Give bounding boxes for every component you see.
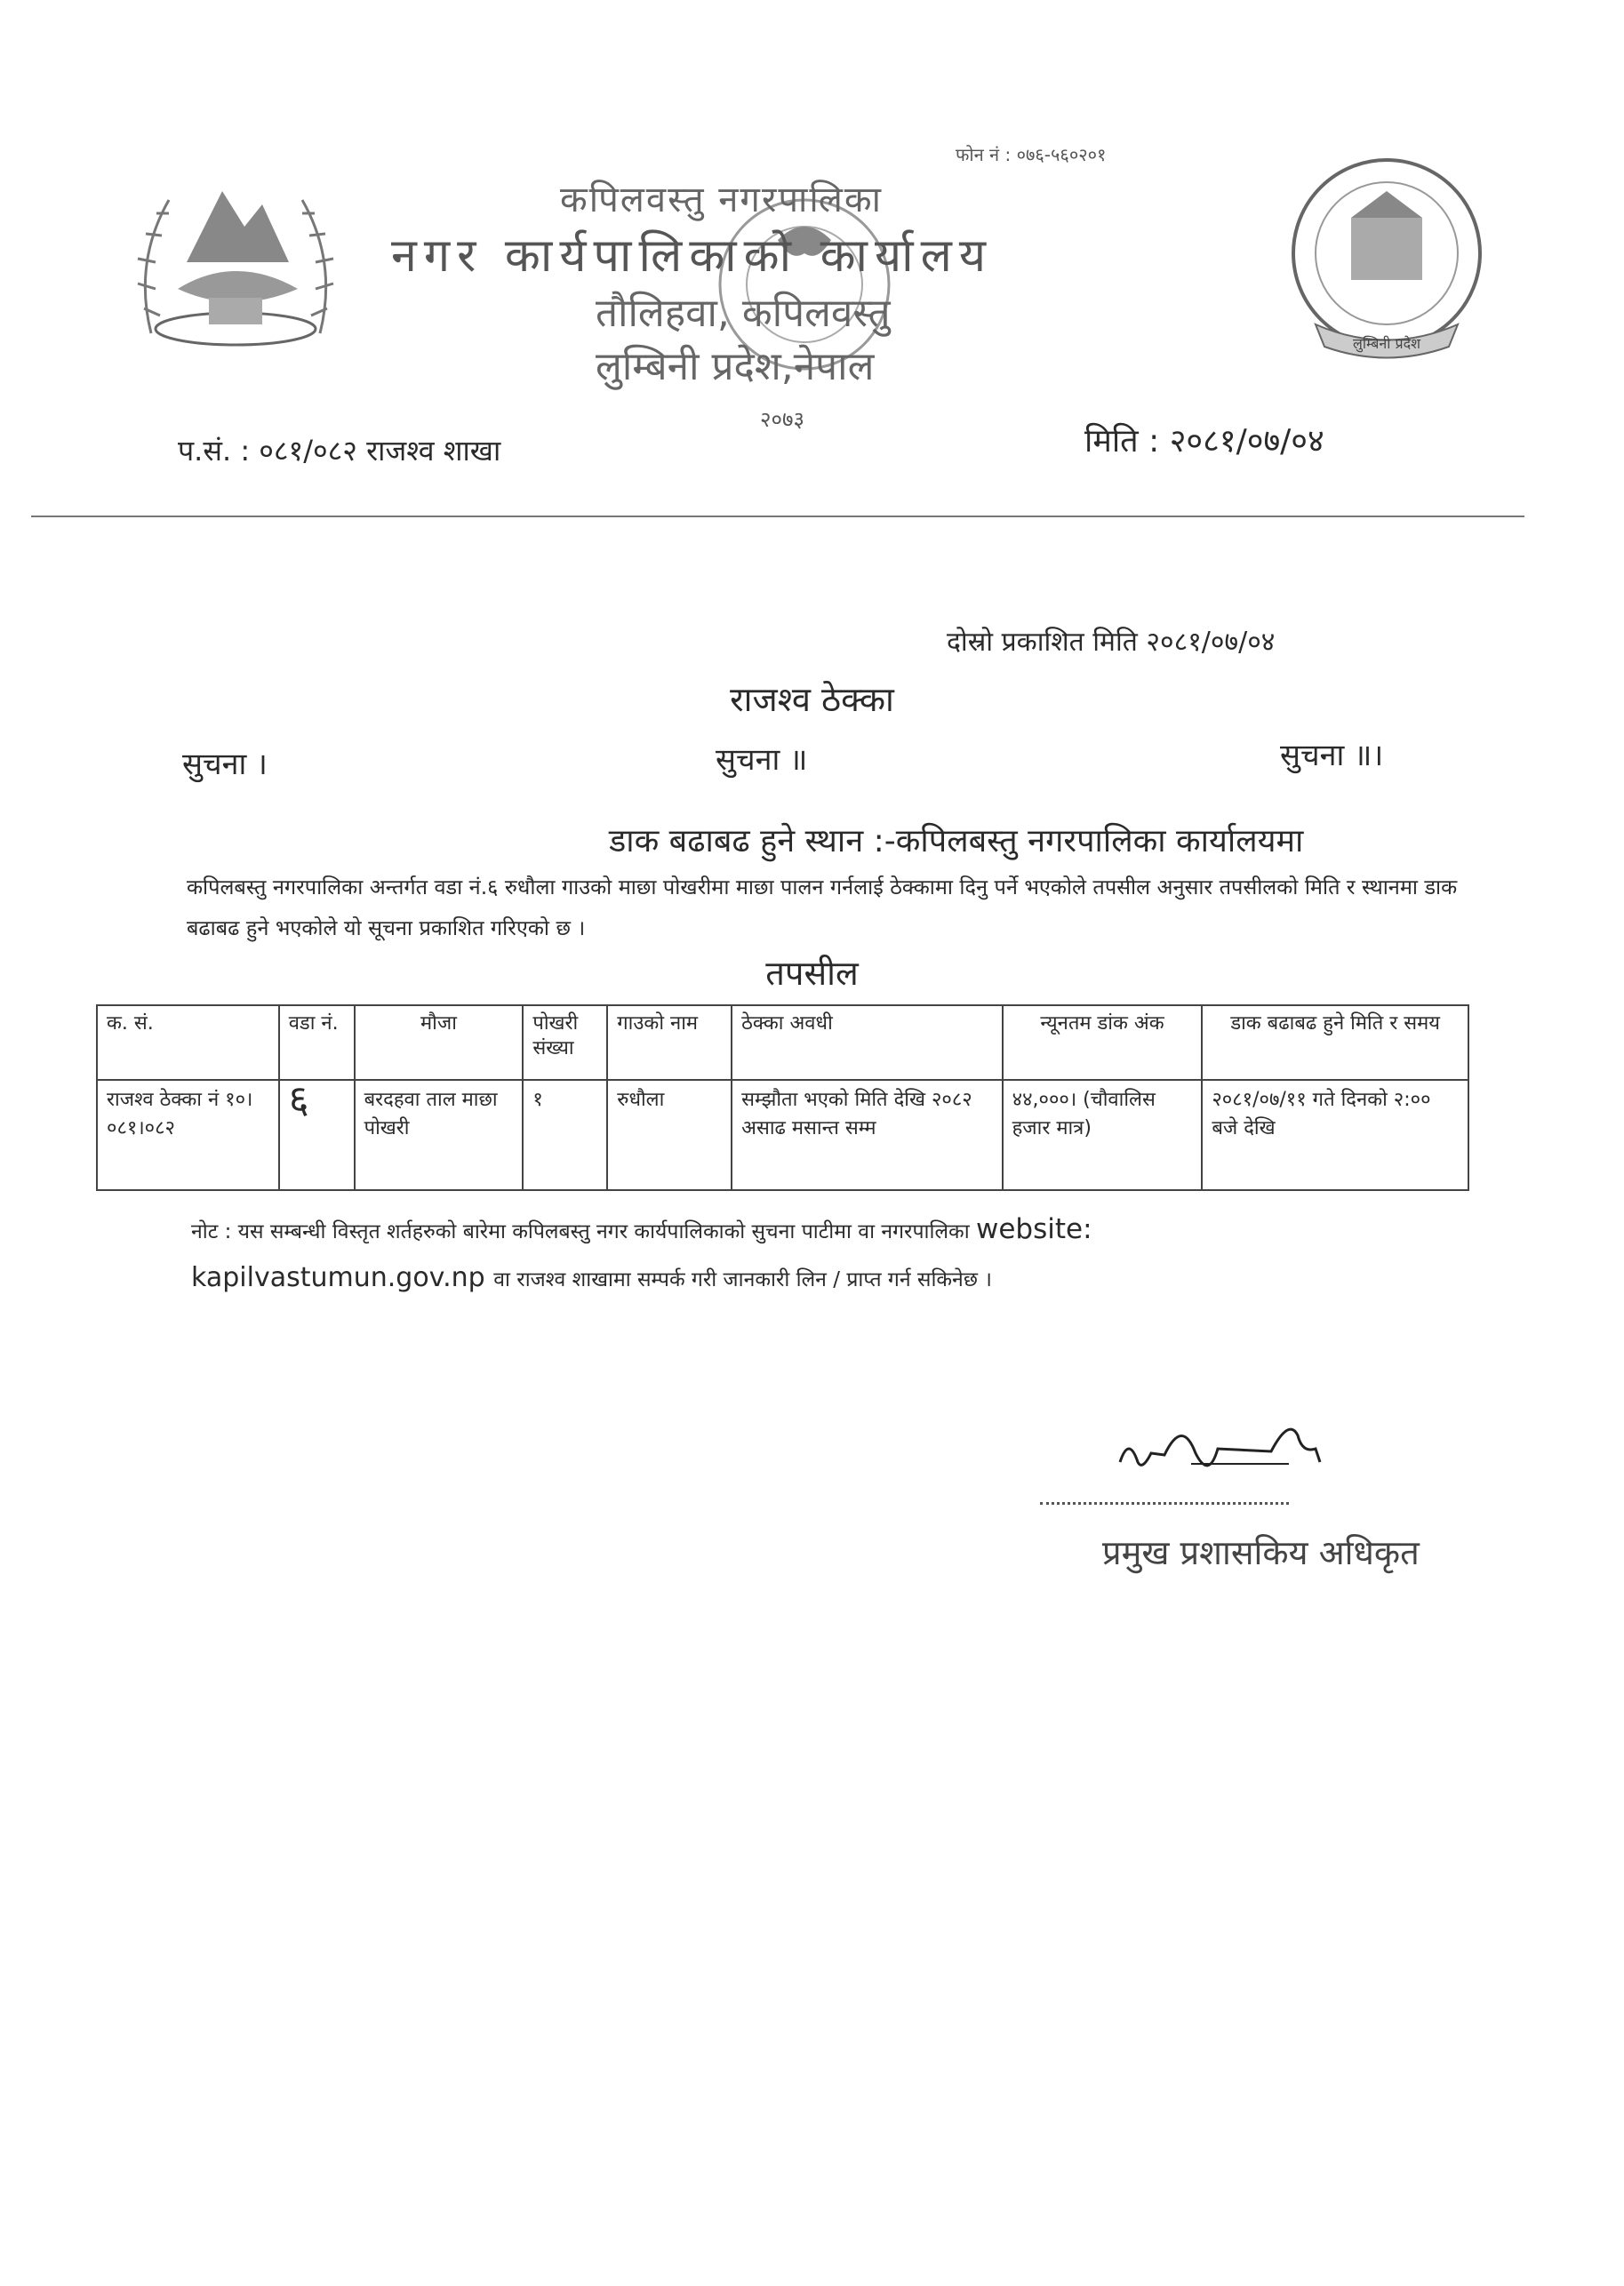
table-header-row bbox=[97, 1005, 1468, 1080]
cell-contract-period: सम्झौता भएको मिति देखि २०८२ असाढ मसान्त सम्म bbox=[732, 1080, 1002, 1190]
header-divider bbox=[31, 516, 1524, 517]
notice-label-3: सुचना ॥। bbox=[1280, 738, 1384, 773]
auction-venue: डाक बढाबढ हुने स्थान :-कपिलबस्तु नगरपालिका कार्यालयमा bbox=[609, 823, 1304, 859]
second-published-date: दोस्रो प्रकाशित मिति २०८१/०७/०४ bbox=[947, 627, 1276, 658]
schedule-table bbox=[96, 1004, 1469, 1191]
signature-icon bbox=[1111, 1400, 1342, 1498]
cell-mauja: बरदहवा ताल माछा पोखरी bbox=[355, 1080, 524, 1190]
signature-line bbox=[1040, 1502, 1289, 1505]
notice-label-2: सुचना ॥ bbox=[716, 742, 808, 778]
phone-number: फोन नं : ०७६-५६०२०१ bbox=[956, 144, 1107, 165]
office-name: नगर कार्यपालिकाको कार्यालय bbox=[391, 229, 994, 283]
established-year: २०७३ bbox=[760, 407, 804, 432]
table-row bbox=[97, 1080, 1468, 1190]
lumbini-province-emblem-icon bbox=[1271, 142, 1502, 373]
notice-label-1: सुचना । bbox=[182, 747, 268, 782]
cell-pond-count: १ bbox=[523, 1080, 607, 1190]
col-header-auction-time: डाक बढाबढ हुने मिति र समय bbox=[1202, 1005, 1468, 1080]
col-header-contract-period: ठेक्का अवधी bbox=[732, 1005, 1002, 1080]
notice-title: राजश्व ठेक्का bbox=[730, 680, 894, 719]
cell-min-bid: ४४,०००। (चौवालिस हजार मात्र) bbox=[1003, 1080, 1203, 1190]
org-name: कपिलवस्तु नगरपालिका bbox=[560, 180, 883, 220]
reference-number: प.सं. : ०८१/०८२ राजश्व शाखा bbox=[178, 434, 501, 468]
province-caption: लुम्बिनी प्रदेश bbox=[1353, 335, 1420, 352]
footer-note bbox=[191, 1213, 1453, 1245]
notice-body: कपिलबस्तु नगरपालिका अन्तर्गत वडा नं.६ रुधौला गाउको माछा पोखरीमा माछा पालन गर्नलाई ठेक्कामा दिनु पर्ने भएकोले तपसील अनुसार तपसीलको मिति र स्थानमा डाक बढाबढ हुने भएकोले यो सूचना प्रकाशित गरिएको छ । bbox=[187, 875, 1458, 940]
schedule-title: तपसील bbox=[765, 954, 859, 993]
col-header-min-bid: न्यूनतम डांक अंक bbox=[1003, 1005, 1203, 1080]
signatory-title: प्रमुख प्रशासकिय अधिकृत bbox=[1102, 1533, 1420, 1572]
col-header-pond-count: पोखरी संख्या bbox=[523, 1005, 607, 1080]
cell-village: रुधौला bbox=[607, 1080, 732, 1190]
office-location: तौलिहवा, कपिलवस्तु bbox=[596, 291, 891, 336]
cell-auction-time: २०८१/०७/११ गते दिनको २:०० बजे देखि bbox=[1202, 1080, 1468, 1190]
col-header-ward: वडा नं. bbox=[279, 1005, 355, 1080]
col-header-village: गाउको नाम bbox=[607, 1005, 732, 1080]
website-link[interactable]: kapilvastumun.gov.np bbox=[191, 1262, 485, 1293]
cell-ward: ६ bbox=[279, 1080, 355, 1190]
col-header-serial: क. सं. bbox=[97, 1005, 279, 1080]
website-line bbox=[191, 1262, 992, 1293]
note-text: नोट : यस सम्बन्धी विस्तृत शर्तहरुको बारेमा कपिलबस्तु नगर कार्यपालिकाको सुचना पाटीमा वा नगरपालिका bbox=[191, 1220, 970, 1243]
website-label: website: bbox=[975, 1213, 1092, 1245]
province-name: लुम्बिनी प्रदेश,नेपाल bbox=[596, 344, 875, 389]
note-end: वा राजश्व शाखामा सम्पर्क गरी जानकारी लिन / प्राप्त गर्न सकिनेछ । bbox=[493, 1268, 992, 1291]
cell-serial: राजश्व ठेक्का नं १०।०८१।०८२ bbox=[97, 1080, 279, 1190]
nepal-emblem-icon bbox=[124, 156, 347, 360]
col-header-mauja: मौजा bbox=[355, 1005, 524, 1080]
letter-date: मिति : २०८१/०७/०४ bbox=[1084, 423, 1324, 460]
